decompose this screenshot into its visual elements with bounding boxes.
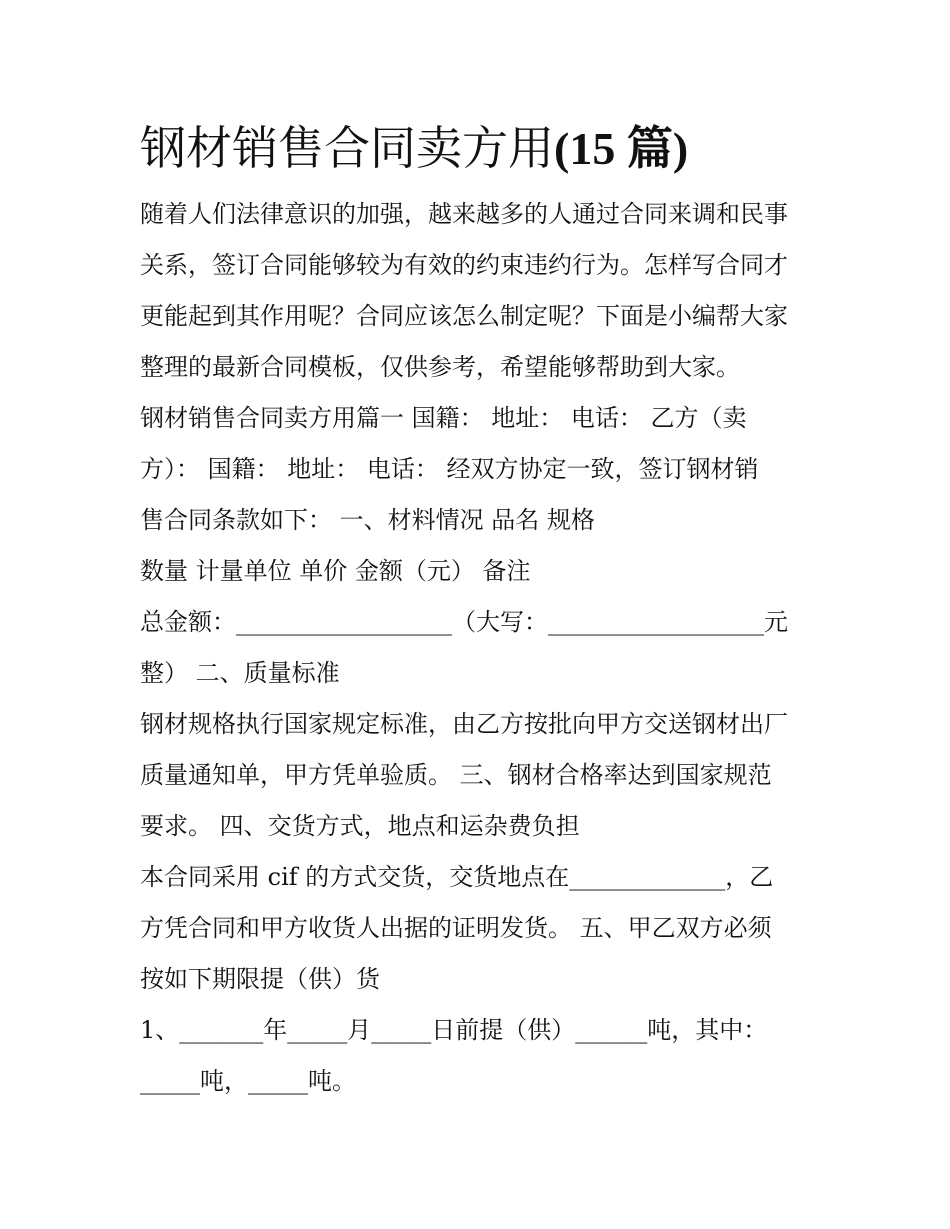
paragraph-line: 关系，签订合同能够较为有效的约束违约行为。怎样写合同才 — [140, 251, 788, 279]
paragraph-line: 方）： 国籍： 地址： 电话： 经双方协定一致，签订钢材销 — [140, 455, 759, 483]
document-body — [140, 189, 820, 1107]
paragraph-line: 钢材销售合同卖方用篇一 国籍： 地址： 电话： 乙方（卖 — [140, 404, 747, 432]
paragraph-line: 更能起到其作用呢？合同应该怎么制定呢？下面是小编帮大家 — [140, 302, 788, 330]
paragraph-line: 按如下期限提（供）货 — [140, 965, 380, 993]
paragraph-line: 本合同采用 cif 的方式交货，交货地点在_____________，乙 — [140, 863, 774, 891]
document-title-count: (15 篇) — [554, 123, 689, 174]
paragraph-line: 整理的最新合同模板，仅供参考，希望能够帮助到大家。 — [140, 353, 740, 381]
paragraph-line: _____吨，_____吨。 — [140, 1067, 356, 1095]
paragraph-line: 方凭合同和甲方收货人出据的证明发货。 五、甲乙双方必须 — [140, 914, 772, 942]
paragraph-line: 数量 计量单位 单价 金额（元） 备注 — [140, 557, 531, 585]
paragraph-line: 要求。 四、交货方式，地点和运杂费负担 — [140, 812, 580, 840]
paragraph-line: 整） 二、质量标准 — [140, 659, 340, 687]
paragraph-line: 售合同条款如下： 一、材料情况 品名 规格 — [140, 506, 595, 534]
paragraph-line: 1、_______年_____月_____日前提（供）______吨，其中： — [140, 1016, 768, 1044]
paragraph-line: 质量通知单，甲方凭单验质。 三、钢材合格率达到国家规范 — [140, 761, 772, 789]
paragraph-line: 钢材规格执行国家规定标准，由乙方按批向甲方交送钢材出厂 — [140, 710, 788, 738]
document-title — [140, 112, 820, 185]
document-title-main: 钢材销售合同卖方用 — [140, 121, 554, 175]
paragraph-line: 随着人们法律意识的加强，越来越多的人通过合同来调和民事 — [140, 200, 788, 228]
document-page — [140, 112, 820, 1107]
paragraph-line: 总金额：__________________（大写：__________________元 — [140, 608, 788, 636]
